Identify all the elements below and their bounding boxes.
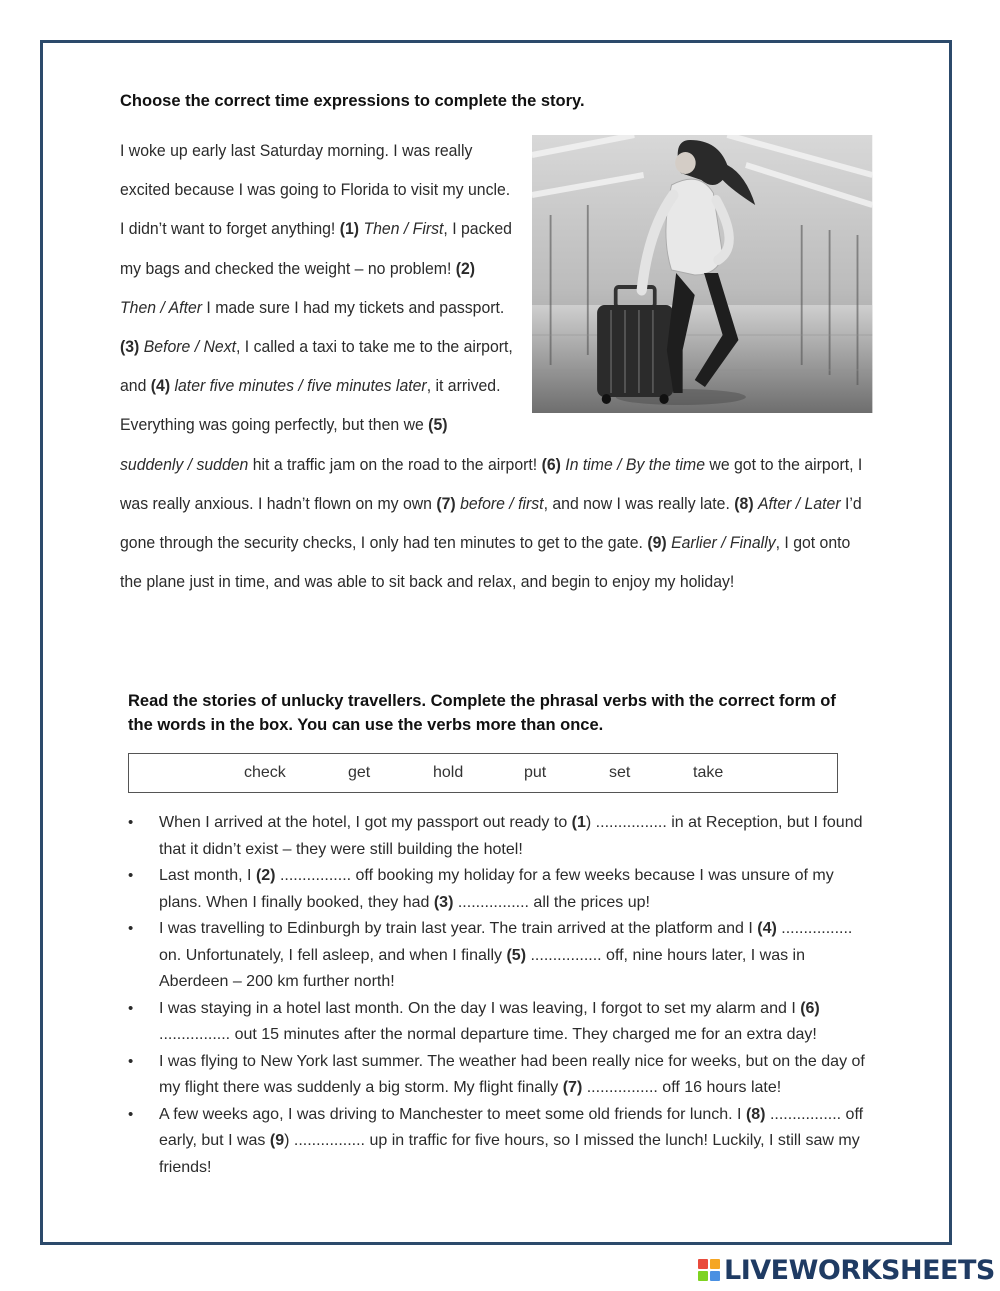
gap-number: (6) [800, 999, 820, 1017]
gap-number: (7) [562, 1079, 583, 1096]
answer-blank[interactable]: ................ [530, 946, 602, 964]
gap-number: (1) [339, 219, 360, 239]
gap-number: (9 [269, 1132, 285, 1149]
gap-options[interactable]: Earlier / Finally [671, 533, 776, 553]
answer-blank[interactable]: ................ [159, 1026, 231, 1043]
list-item: • Last month, I (2) ................ off booking my holiday for a few weeks because I was unsure of my plans. When I finally booked, they had (3) ................ all the prices up! [128, 863, 868, 916]
gap-number: (3) [433, 893, 454, 911]
gap-number: (5) [506, 946, 527, 964]
list-item: • I was travelling to Edinburgh by train last year. The train arrived at the platform and I (4) ................ on. Unfortunately, I fell asleep, and when I finally (5) ................ off, nine hours later, I was in Aberdeen – 200 km further north! [128, 916, 868, 996]
gap-number: (6) [541, 454, 561, 474]
answer-blank[interactable]: ................ [293, 1132, 365, 1149]
gap-number: (8) [734, 493, 754, 513]
gap-options[interactable]: Then / After [120, 297, 203, 317]
gap-number: (3) [120, 337, 140, 357]
airport-traveller-photo [532, 135, 872, 413]
gap-options[interactable]: After / Later [757, 493, 841, 513]
logo-icon [698, 1259, 720, 1281]
word-box [128, 753, 838, 793]
section1-heading: Choose the correct time expressions to complete the story. [120, 92, 585, 110]
list-item: • When I arrived at the hotel, I got my passport out ready to (1) ................ in at Reception, but I found that it didn’t exist – they were still building the hotel! [128, 810, 868, 863]
answer-blank[interactable]: ................ [769, 1105, 842, 1123]
answer-blank[interactable]: ................ [595, 814, 667, 831]
answer-blank[interactable]: ................ [586, 1079, 658, 1096]
word-box-item: hold [433, 764, 464, 781]
gap-number: (4) [150, 376, 171, 396]
gap-number: (2) [255, 867, 276, 884]
gap-options[interactable]: before / first [460, 493, 544, 513]
gap-number: (1 [571, 814, 586, 831]
traveller-stories-list [128, 810, 868, 1181]
gap-number: (7) [436, 493, 456, 513]
gap-number: (8) [745, 1105, 766, 1123]
word-box-item: check [244, 764, 286, 781]
section2-heading-line1: Read the stories of unlucky travellers. Complete the phrasal verbs with the correct form of [128, 692, 836, 710]
list-item: • I was staying in a hotel last month. On the day I was leaving, I forgot to set my alarm and I (6) ................ out 15 minutes after the normal departure time. They charged me for an extra day! [128, 996, 868, 1049]
gap-number: (5) [428, 415, 448, 435]
story-paragraph: I woke up early last Saturday morning. I was really excited because I was going to Florida to visit my uncle. I didn’t want to forget anything! (1) Then / First, I packed my bags and checked the weight – no problem! (2) Then / After I made sure I had my tickets and passport. (3) Before / Next, I called a taxi to take me to the airport, and (4) later five minutes / five minutes later, it arrived. Everything was going perfectly, but then we (5) suddenly / sudden hit a traffic jam on the road to the airport! (6) In time / By the time we got to the airport, I was really anxious. I hadn’t flown on my own (7) before / first, and now I was really late. (8) After / Later I’d gone through the security checks, I only had ten minutes to get to the gate. (9) Earlier / Finally, I got onto the plane just in time, and was able to sit back and relax, and begin to enjoy my holiday! [120, 131, 872, 601]
word-box-item: set [609, 764, 631, 781]
gap-number: (4) [757, 920, 777, 937]
liveworksheets-logo [698, 1255, 995, 1285]
gap-number: (9) [647, 533, 667, 553]
gap-options[interactable]: later five minutes / five minutes later [174, 376, 427, 396]
answer-blank[interactable]: ................ [279, 867, 352, 884]
word-box-item: get [348, 764, 371, 781]
word-box-item: take [693, 764, 724, 781]
gap-number: (2) [455, 258, 476, 278]
gap-options[interactable]: Before / Next [143, 337, 237, 357]
gap-options[interactable]: In time / By the time [565, 454, 706, 474]
answer-blank[interactable]: ................ [781, 920, 853, 937]
answer-blank[interactable]: ................ [457, 893, 529, 911]
gap-options[interactable]: suddenly / sudden [120, 454, 249, 474]
section2-heading-line2: the words in the box. You can use the verbs more than once. [128, 716, 604, 734]
word-box-item: put [524, 764, 547, 781]
list-item: • A few weeks ago, I was driving to Manchester to meet some old friends for lunch. I (8) ................ off early, but I was (9) ................ up in traffic for five hours, so I missed the lunch! Luckily, I still saw my friends! [128, 1102, 868, 1182]
list-item: • I was flying to New York last summer. The weather had been really nice for weeks, but on the day of my flight there was suddenly a big storm. My flight finally (7) ................ off 16 hours late! [128, 1049, 868, 1102]
logo-text: LIVEWORKSHEETS [724, 1254, 995, 1286]
gap-options[interactable]: Then / First [363, 219, 444, 239]
